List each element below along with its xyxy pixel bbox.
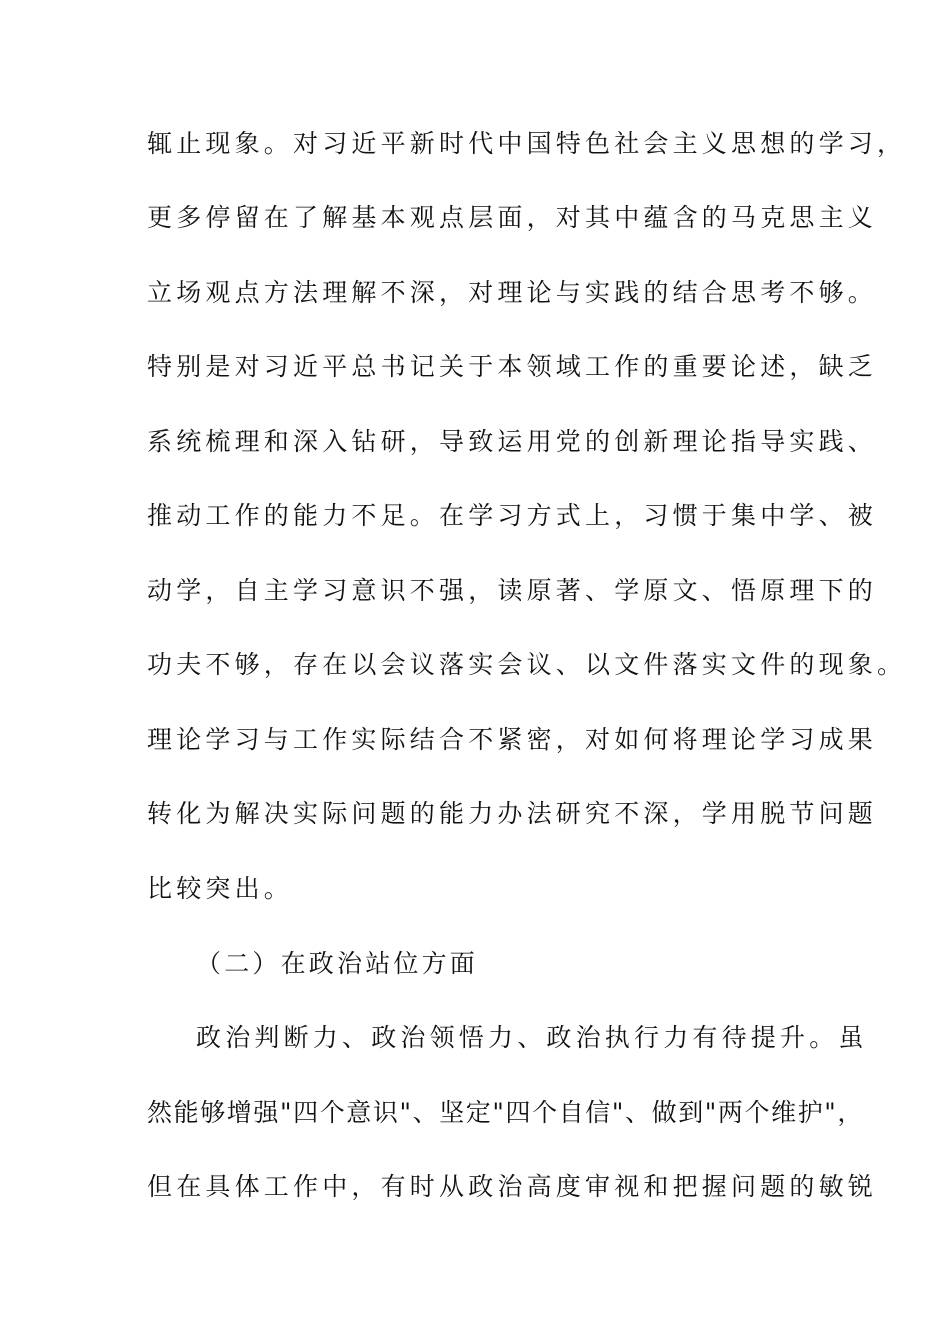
paragraph-1-line: 转化为解决实际问题的能力办法研究不深，学用脱节问题	[147, 799, 878, 828]
paragraph-1-line: 辄止现象。对习近平新时代中国特色社会主义思想的学习，	[147, 129, 907, 158]
paragraph-1-line: 系统梳理和深入钻研，导致运用党的创新理论指导实践、	[147, 427, 878, 456]
paragraph-2-line: 政治判断力、政治领悟力、政治执行力有待提升。虽	[196, 1023, 868, 1052]
paragraph-2-line: 但在具体工作中，有时从政治高度审视和把握问题的敏锐	[147, 1172, 878, 1201]
paragraph-1-line: 比较突出。	[147, 874, 294, 903]
paragraph-1-line: 立场观点方法理解不深，对理论与实践的结合思考不够。	[147, 278, 878, 307]
paragraph-1-line: 推动工作的能力不足。在学习方式上，习惯于集中学、被	[147, 501, 878, 530]
paragraph-1-line: 更多停留在了解基本观点层面，对其中蕴含的马克思主义	[147, 203, 878, 232]
paragraph-1-line: 动学，自主学习意识不强，读原著、学原文、悟原理下的	[147, 576, 878, 605]
paragraph-1-line: 特别是对习近平总书记关于本领域工作的重要论述，缺乏	[147, 352, 878, 381]
paragraph-1-line: 功夫不够，存在以会议落实会议、以文件落实文件的现象。	[147, 650, 907, 679]
paragraph-1-line: 理论学习与工作实际结合不紧密，对如何将理论学习成果	[147, 725, 878, 754]
paragraph-2-line: 然能够增强"四个意识"、坚定"四个自信"、做到"两个维护"，	[147, 1098, 864, 1127]
section-heading: （二）在政治站位方面	[196, 949, 479, 978]
